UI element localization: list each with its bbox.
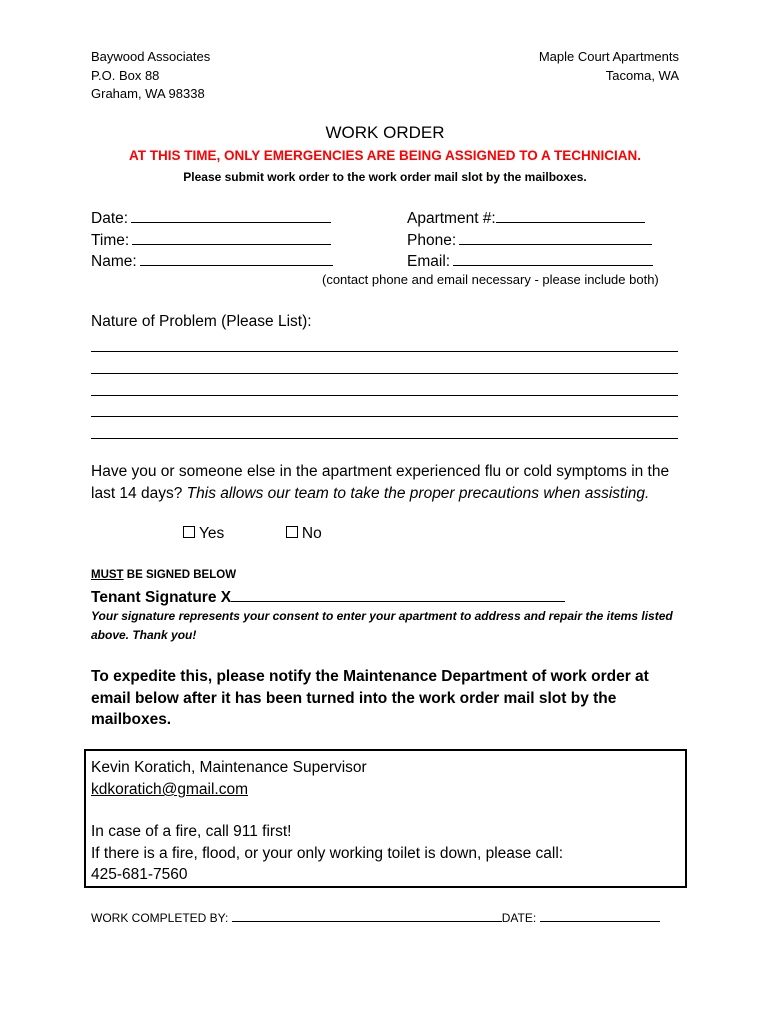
name-label: Name: bbox=[91, 253, 137, 270]
name-line[interactable] bbox=[140, 251, 333, 266]
signature-line[interactable] bbox=[231, 587, 565, 602]
name-field[interactable] bbox=[91, 251, 333, 273]
problem-line[interactable] bbox=[91, 373, 678, 374]
page-title: WORK ORDER bbox=[325, 123, 445, 142]
must-rest: BE SIGNED BELOW bbox=[123, 569, 237, 581]
sender-line: Graham, WA 98338 bbox=[91, 86, 205, 101]
contact-name: Kevin Koratich, Maintenance Supervisor bbox=[91, 759, 367, 776]
date-line[interactable] bbox=[131, 208, 331, 223]
problem-line[interactable] bbox=[91, 351, 678, 352]
phone-field[interactable] bbox=[407, 230, 653, 252]
property-line: Maple Court Apartments bbox=[538, 49, 679, 64]
property-line: Tacoma, WA bbox=[605, 67, 679, 83]
time-line[interactable] bbox=[132, 230, 331, 245]
email-line[interactable] bbox=[453, 251, 653, 266]
signature-label: Tenant Signature X bbox=[91, 589, 232, 606]
flu-question-text: Have you or someone else in the apartment experienced flu or cold symptoms in the last 14 days? bbox=[91, 463, 670, 502]
no-option[interactable] bbox=[286, 525, 322, 542]
problem-line[interactable] bbox=[91, 395, 678, 396]
apartment-line[interactable] bbox=[496, 208, 645, 223]
expedite-note: To expedite this, please notify the Maintenance Department of work order at email below after it has been turned into the work order mail slot by the mailboxes. bbox=[91, 668, 649, 728]
submit-note: Please submit work order to the work order mail slot by the mailboxes. bbox=[183, 170, 587, 184]
emergency-alert: AT THIS TIME, ONLY EMERGENCIES ARE BEING ASSIGNED TO A TECHNICIAN. bbox=[128, 148, 642, 163]
emergency-note: If there is a fire, flood, or your only working toilet is down, please call: bbox=[91, 845, 564, 862]
fire-note: In case of a fire, call 911 first! bbox=[91, 823, 292, 840]
flu-question bbox=[91, 461, 681, 505]
time-label: Time: bbox=[91, 231, 130, 249]
date-label: Date: bbox=[91, 210, 129, 227]
apartment-field[interactable] bbox=[407, 208, 653, 230]
fields-right bbox=[407, 208, 653, 273]
phone-line[interactable] bbox=[459, 230, 652, 245]
completed-date-line[interactable] bbox=[540, 910, 660, 922]
no-checkbox[interactable] bbox=[286, 526, 298, 538]
date-field[interactable] bbox=[91, 208, 333, 230]
email-label: Email: bbox=[407, 253, 451, 270]
yes-label: Yes bbox=[199, 525, 225, 542]
apartment-label: Apartment #: bbox=[407, 210, 496, 227]
time-field[interactable] bbox=[91, 230, 333, 252]
sender-line: Baywood Associates bbox=[91, 49, 211, 64]
yes-option[interactable] bbox=[183, 525, 224, 542]
completed-date-label: DATE: bbox=[501, 911, 537, 925]
signature-field[interactable] bbox=[91, 587, 565, 607]
completed-by-line[interactable] bbox=[232, 910, 502, 922]
contact-note: (contact phone and email necessary - please include both) bbox=[322, 272, 659, 287]
phone-label: Phone: bbox=[407, 231, 457, 249]
yes-checkbox[interactable] bbox=[183, 526, 195, 538]
sender-line: P.O. Box 88 bbox=[91, 67, 160, 83]
property-address bbox=[539, 48, 679, 85]
contact-box bbox=[84, 749, 687, 888]
sender-address bbox=[91, 48, 210, 104]
consent-note: Your signature represents your consent to enter your apartment to address and repair the items listed above. Thank you! bbox=[91, 609, 673, 642]
email-field[interactable] bbox=[407, 251, 653, 273]
flu-options bbox=[183, 525, 322, 543]
problem-line[interactable] bbox=[91, 438, 678, 439]
flu-question-note: This allows our team to take the proper precautions when assisting. bbox=[186, 485, 650, 502]
contact-phone: 425-681-7560 bbox=[91, 866, 188, 883]
no-label: No bbox=[301, 525, 322, 542]
must-sign-note bbox=[91, 569, 236, 581]
nature-label: Nature of Problem (Please List): bbox=[91, 313, 312, 330]
work-completed bbox=[91, 910, 660, 925]
problem-line[interactable] bbox=[91, 416, 678, 417]
must-word: MUST bbox=[91, 569, 124, 581]
contact-email[interactable]: kdkoratich@gmail.com bbox=[91, 781, 249, 798]
completed-by-label: WORK COMPLETED BY: bbox=[91, 911, 229, 925]
fields-left bbox=[91, 208, 333, 273]
